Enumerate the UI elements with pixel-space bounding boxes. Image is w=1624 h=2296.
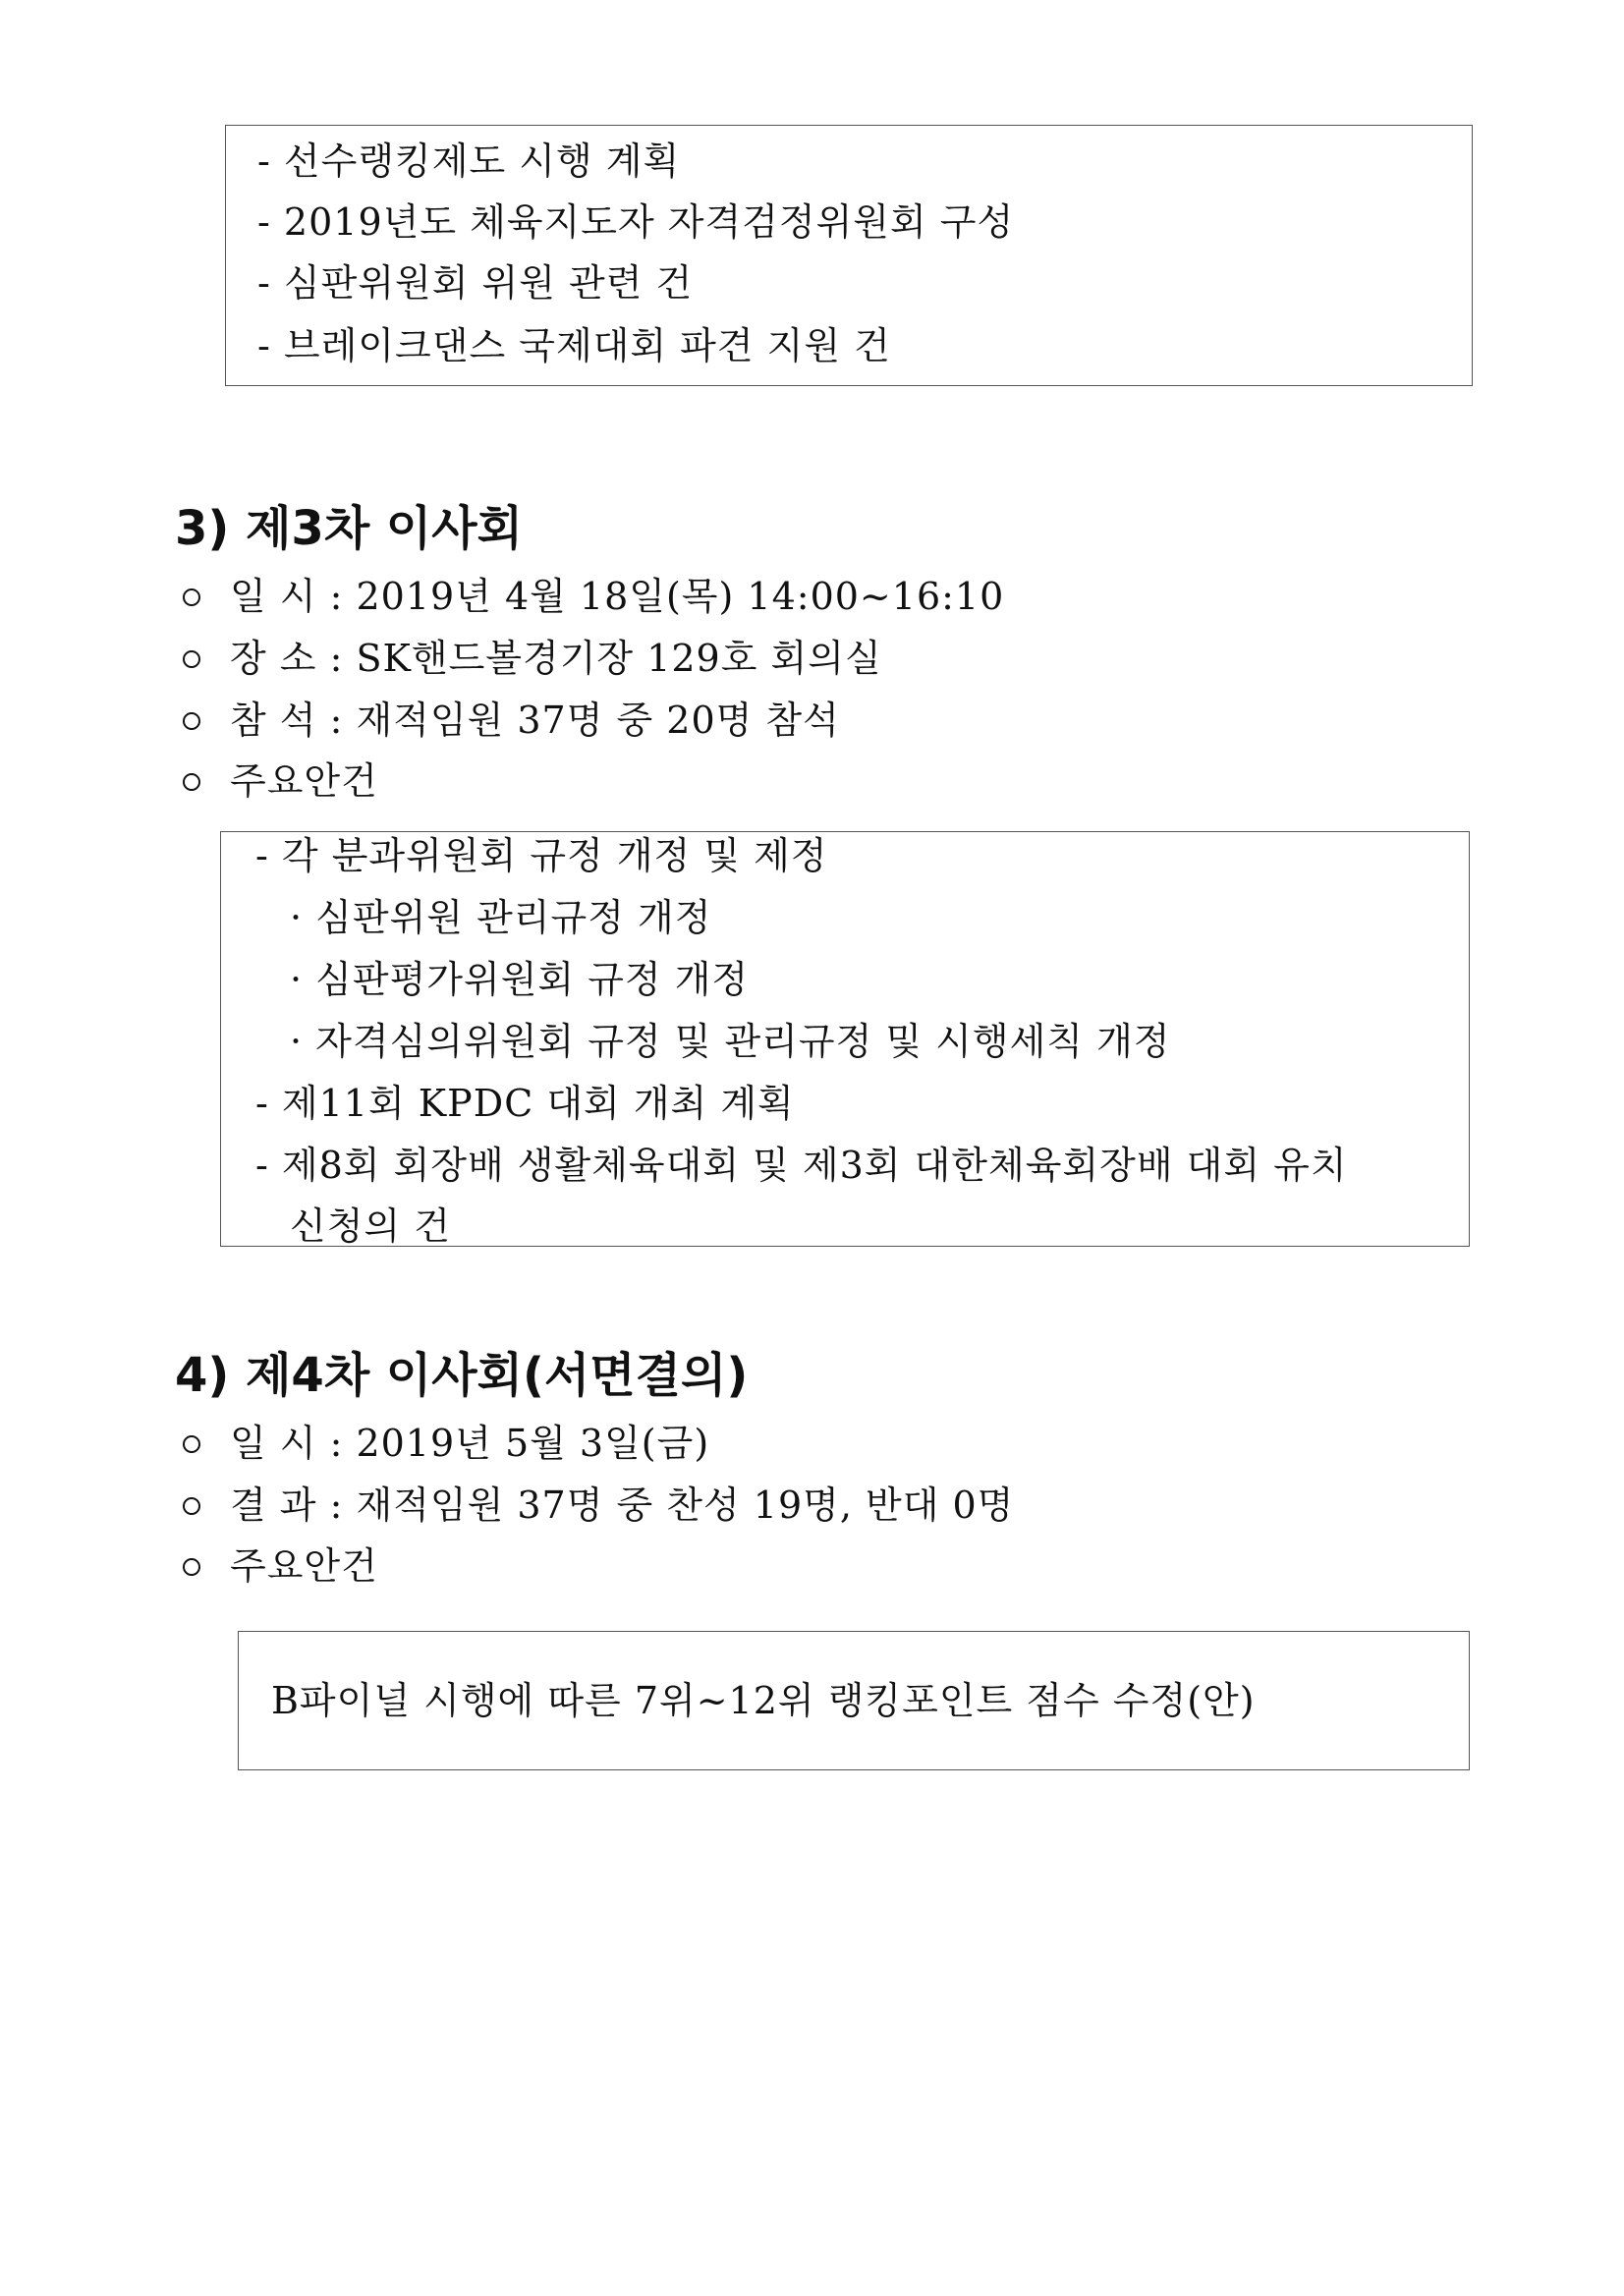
circle-bullet-icon — [183, 1497, 200, 1515]
section-3-date — [183, 574, 1004, 619]
section-4-result — [183, 1483, 1014, 1528]
section-4-heading: 4) 제4차 이사회(서면결의) — [175, 1348, 749, 1403]
agenda-item: - 각 분과위원회 규정 개정 및 제정 — [255, 834, 828, 877]
section-3-date-text: 일 시 : 2019년 4월 18일(목) 14:00~16:10 — [230, 575, 1005, 618]
section-3-attendance-text: 참 석 : 재적임원 37명 중 20명 참석 — [230, 699, 840, 742]
circle-bullet-icon — [183, 773, 200, 791]
section-3-heading: 3) 제3차 이사회 — [175, 501, 523, 556]
section-4-agenda-label-text: 주요안건 — [230, 1544, 378, 1588]
agenda-subitem: · 심판평가위원회 규정 개정 — [290, 958, 750, 1001]
agenda-item-continuation: 신청의 건 — [290, 1204, 451, 1248]
circle-bullet-icon — [183, 650, 200, 668]
section-3-agenda-label-text: 주요안건 — [230, 759, 378, 803]
agenda-item: - 제8회 회장배 생활체육대회 및 제3회 대한체육회장배 대회 유치 — [255, 1144, 1348, 1187]
circle-bullet-icon — [183, 712, 200, 730]
agenda-item: - 2019년도 체육지도자 자격검정위원회 구성 — [257, 200, 1015, 244]
section-3-place-text: 장 소 : SK핸드볼경기장 129호 회의실 — [230, 637, 882, 680]
section-4-result-text: 결 과 : 재적임원 37명 중 찬성 19명, 반대 0명 — [230, 1484, 1015, 1527]
section-4-date — [183, 1421, 709, 1466]
section-3-attendance — [183, 698, 840, 743]
section-3-place — [183, 636, 882, 681]
agenda-item: - 브레이크댄스 국제대회 파견 지원 건 — [257, 324, 891, 367]
agenda-item: - 제11회 KPDC 대회 개최 계획 — [255, 1082, 795, 1125]
circle-bullet-icon — [183, 1435, 200, 1453]
section-4-agenda-label — [183, 1543, 378, 1589]
agenda-subitem: · 자격심의위원회 규정 및 관리규정 및 시행세칙 개정 — [290, 1020, 1171, 1063]
circle-bullet-icon — [183, 1558, 200, 1576]
section-4-date-text: 일 시 : 2019년 5월 3일(금) — [230, 1422, 710, 1465]
agenda-item: - 선수랭킹제도 시행 계획 — [257, 140, 681, 183]
agenda-item: - 심판위원회 위원 관련 건 — [257, 261, 694, 305]
agenda-subitem: · 심판위원 관리규정 개정 — [290, 896, 712, 939]
circle-bullet-icon — [183, 588, 200, 606]
agenda-item: B파이널 시행에 따른 7위~12위 랭킹포인트 점수 수정(안) — [271, 1679, 1256, 1722]
section-3-agenda-label — [183, 758, 378, 804]
